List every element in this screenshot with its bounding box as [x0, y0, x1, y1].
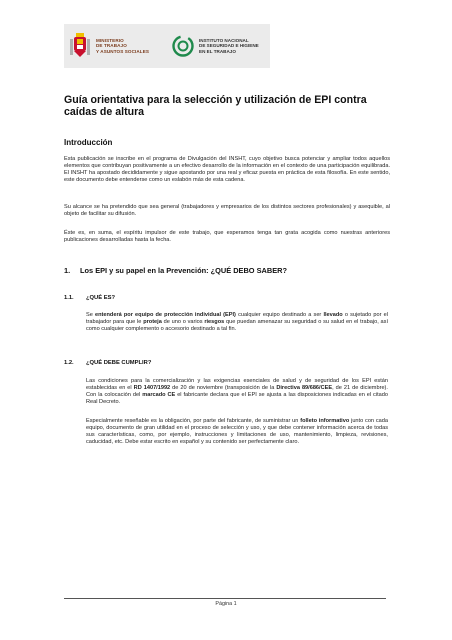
text-run: Se — [86, 312, 95, 318]
text-run: Las condiciones para la comercialización y las exigencias esenciales de salud y de seguridad de los EPI están establecidas en el — [86, 378, 388, 391]
subsection-1-1-title: ¿QUÉ ES? — [86, 295, 115, 301]
bold-run-epi-definition: entenderá por equipo de protección individual (EPI) — [95, 312, 236, 318]
subsection-1-2-paragraph-1 — [86, 378, 388, 406]
institute-line-3: EN EL TRABAJO — [199, 48, 236, 54]
institute-name — [199, 38, 259, 55]
bold-run-llevado: llevado — [323, 312, 343, 318]
text-run: cualquier equipo destinado a ser — [235, 312, 324, 318]
section-1-number: 1. — [64, 266, 71, 275]
intro-paragraph-2: Su alcance se ha pretendido que sea general (trabajadores y empresarios de los distintos sectores profesionales) y asequible, al objeto de facilitar su difusión. — [64, 204, 390, 217]
coat-of-arms-icon — [70, 33, 90, 59]
bold-run-rd: RD 1407/1992 — [133, 384, 171, 391]
ministry-line-1: MINISTERIO — [96, 37, 124, 43]
section-1-title: Los EPI y su papel en la Prevención: ¿QUÉ DEBO SABER? — [80, 266, 287, 275]
bold-run-marcado-ce: marcado CE — [142, 391, 176, 398]
insht-logo-icon — [172, 35, 194, 57]
institute-line-2: DE SEGURIDAD E HIGIENE — [199, 43, 259, 49]
bold-run-directiva: Directiva 89/686/CEE — [276, 384, 333, 391]
subsection-1-1-paragraph — [86, 312, 388, 333]
text-run: el fabricante declara que el EPI se ajusta a las disposiciones indicadas en el citado Real Decreto. — [86, 391, 388, 405]
subsection-1-2-heading — [64, 360, 151, 366]
ministry-logo — [70, 28, 170, 64]
subsection-1-2-number: 1.2. — [64, 360, 74, 366]
ministry-name — [96, 38, 149, 54]
text-run: que puedan amenazar su seguridad o su salud en el trabajo, así como cualquier complemento o accesorio destinado a tal fin. — [86, 318, 388, 332]
intro-paragraph-3: Éste es, en suma, el espíritu impulsor de este trabajo, que esperamos tenga tan grata acogida como nuestras anteriores publicaciones desarrolladas hasta la fecha. — [64, 230, 390, 243]
ministry-line-3: Y ASUNTOS SOCIALES — [96, 48, 150, 54]
text-run: de uno o varios — [161, 318, 205, 325]
text-run: Especialmente reseñable es la obligación, por parte del fabricante, de suministrar un — [86, 418, 301, 424]
subsection-1-1-number: 1.1. — [64, 295, 74, 301]
text-run: de 20 de noviembre (transposición de la — [170, 384, 277, 391]
section-1-heading — [64, 266, 394, 275]
document-title: Guía orientativa para la selección y utilización de EPI contra caídas de altura — [64, 94, 367, 119]
subsection-1-2-title: ¿QUÉ DEBE CUMPLIR? — [86, 360, 152, 366]
subsection-1-2-paragraph-2 — [86, 418, 388, 446]
intro-paragraph-1: Esta publicación se inscribe en el programa de Divulgación del INSHT, cuyo objetivo busca potenciar y ampliar todos aquellos elementos que contribuyan positivamente a un efectivo desarrollo de la información en el contexto de una participación equilibrada. El INSHT ha apostado decididamente y sigue apostando por una real y eficaz puesta en práctica de esta filosofía. En este sentido, este documento debe entenderse como un eslabón más de esta cadena. — [64, 156, 390, 183]
bold-run-proteja: proteja — [143, 318, 162, 325]
bold-run-riesgos: riesgos — [204, 318, 225, 325]
subsection-1-1-heading — [64, 295, 115, 301]
text-run: , de 21 de diciembre). Con la colocación del — [86, 384, 388, 398]
footer-rule — [64, 598, 386, 599]
intro-heading: Introducción — [64, 138, 113, 147]
institute-line-1: INSTITUTO NACIONAL — [199, 37, 249, 43]
ministry-line-2: DE TRABAJO — [96, 43, 127, 49]
text-run: o sujetado por el trabajador para que le — [86, 312, 388, 325]
insht-logo — [172, 28, 268, 64]
text-run: junto con cada equipo, documento de gran utilidad en el proceso de selección y uso, y que debe contener información acerca de todas sus características, como, por ejemplo, instrucciones y limitaciones de uso, mantenimiento, limpieza, revisiones, caducidad, etc. Debe estar escrito en español y su contenido ser perfectamente claro. — [86, 418, 388, 445]
bold-run-folleto: folleto informativo — [300, 418, 350, 424]
page-number: Página 1 — [215, 601, 237, 607]
